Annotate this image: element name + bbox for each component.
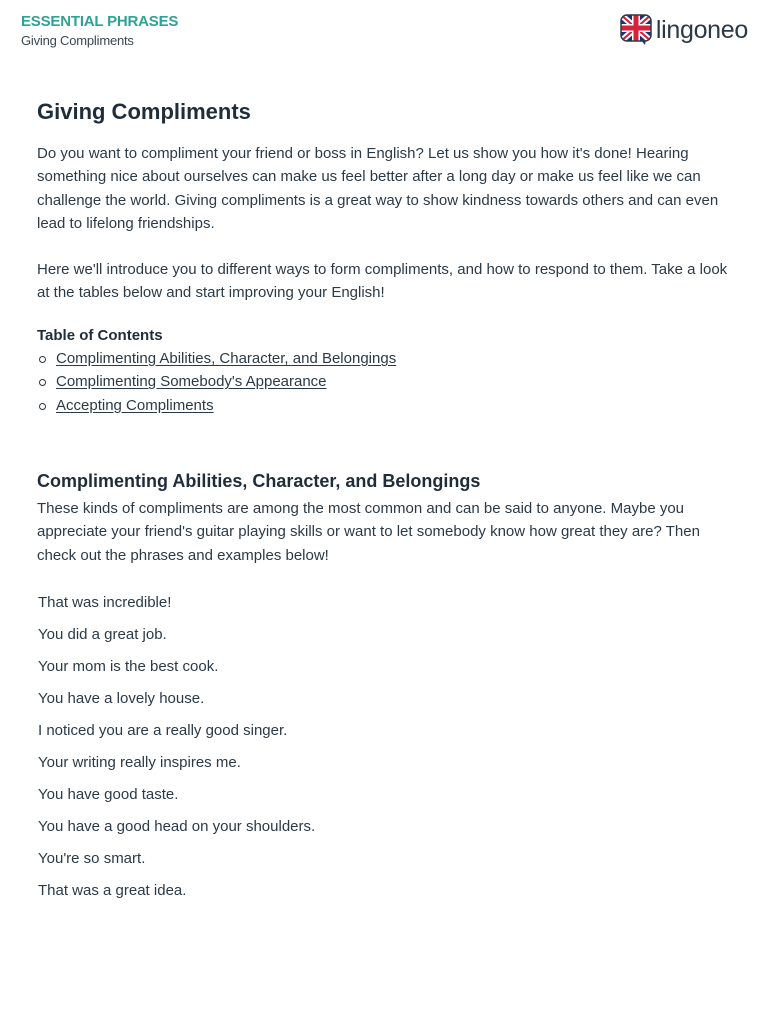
section-heading: Complimenting Abilities, Character, and Belongings (37, 470, 481, 491)
page-title: Giving Compliments (37, 99, 251, 124)
toc-item (37, 370, 737, 393)
circle-bullet-icon (39, 356, 46, 363)
table-of-contents (37, 347, 737, 417)
phrase-item: That was incredible! (38, 593, 172, 611)
brand-logo[interactable] (620, 14, 748, 46)
phrase-item: You have a lovely house. (38, 689, 205, 707)
toc-link-abilities[interactable]: Complimenting Abilities, Character, and Belongings (56, 350, 397, 368)
toc-title: Table of Contents (37, 326, 163, 344)
toc-item (37, 394, 737, 417)
phrase-item: That was a great idea. (38, 881, 187, 899)
brand-name: lingoneo (655, 15, 748, 44)
toc-link-appearance[interactable]: Complimenting Somebody's Appearance (56, 373, 327, 391)
uk-flag-speech-bubble-icon (620, 14, 652, 46)
circle-bullet-icon (39, 379, 46, 386)
phrase-item: You have a good head on your shoulders. (38, 817, 316, 835)
header-subtitle: Giving Compliments (21, 33, 134, 48)
toc-link-accepting[interactable]: Accepting Compliments (56, 396, 214, 414)
phrase-item: I noticed you are a really good singer. (38, 721, 288, 739)
phrase-item: You're so smart. (38, 849, 146, 867)
article (37, 96, 737, 907)
phrase-item: You have good taste. (38, 785, 179, 803)
intro-paragraph-2: Here we'll introduce you to different ways to form compliments, and how to respond to them. Take a look at the tables below and start improving your English! (37, 261, 728, 302)
phrase-item: You did a great job. (38, 625, 167, 643)
section-intro: These kinds of compliments are among the most common and can be said to anyone. Maybe you appreciate your friend's guitar playing skills or want to let somebody know how great they are? Then check out the phrases and examples below! (37, 499, 700, 564)
phrase-item: Your mom is the best cook. (38, 657, 219, 675)
page-header (0, 0, 768, 60)
phrase-item: Your writing really inspires me. (38, 753, 241, 771)
phrase-list (37, 587, 737, 907)
circle-bullet-icon (39, 403, 46, 410)
toc-item (37, 347, 737, 370)
intro-paragraph-1: Do you want to compliment your friend or boss in English? Let us show you how it's done! Hearing something nice about ourselves can make us feel better after a long day or make us feel like we can challenge the world. Giving compliments is a great way to show kindness towards others and can even lead to lifelong friendships. (37, 145, 719, 232)
header-category: ESSENTIAL PHRASES (21, 13, 179, 30)
